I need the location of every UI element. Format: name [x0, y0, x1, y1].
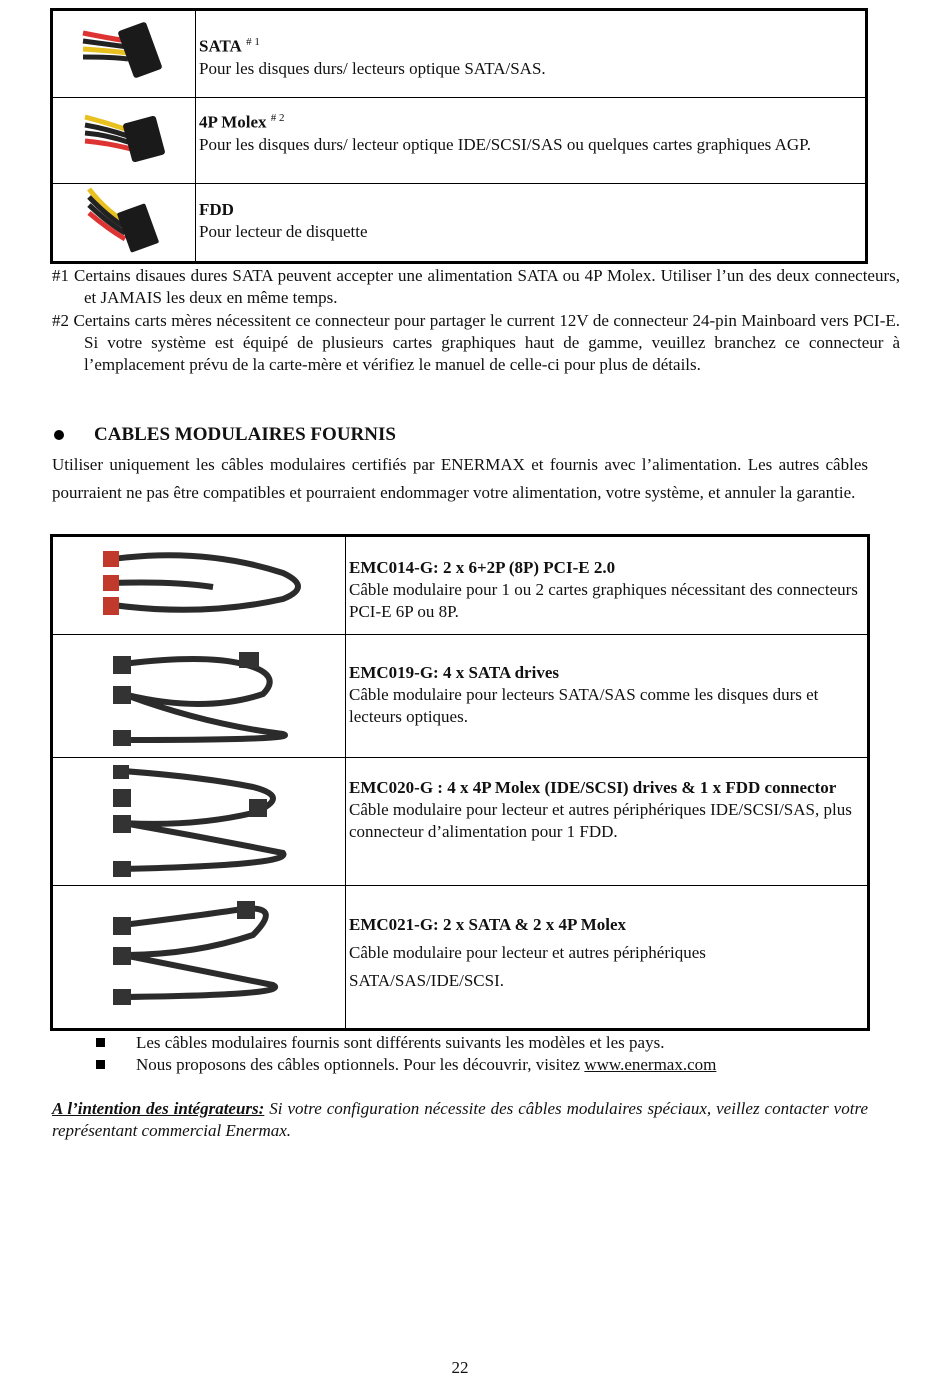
integrators-label: A l’intention des intégrateurs:	[52, 1099, 265, 1118]
cable-row-emc019	[53, 634, 867, 758]
integrators-text: Si votre configuration nécessite des câbles modulaires spéciaux, veillez contacter votre représentant commercial Enermax.	[52, 1099, 868, 1140]
section-intro: Utiliser uniquement les câbles modulaires certifiés par ENERMAX et fournis avec l’alimentation. Les autres câbles pourraient ne pas être compatibles et pourraient endommager votre alimentation, votre système, et annuler la garantie.	[52, 455, 868, 502]
cable-desc: Câble modulaire pour lecteur et autres périphériques SATA/SAS/IDE/SCSI.	[349, 943, 706, 990]
page-number: 22	[451, 1358, 469, 1377]
cable-desc: Câble modulaire pour lecteurs SATA/SAS comme les disques durs et lecteurs optiques.	[349, 685, 819, 726]
molex-cable-image	[53, 757, 346, 885]
square-bullet-icon	[96, 1060, 105, 1069]
connector-title: 4P Molex	[199, 112, 267, 132]
sata-cable-image	[53, 634, 346, 757]
fdd-connector-image	[53, 183, 196, 261]
bullet-icon	[54, 430, 64, 440]
cable-desc: Câble modulaire pour 1 ou 2 cartes graphiques nécessitant des connecteurs PCI-E 6P ou 8P.	[349, 580, 858, 621]
section-title: CABLES MODULAIRES FOURNIS	[94, 424, 396, 445]
cable-title: EMC019-G: 4 x SATA drives	[349, 663, 559, 682]
sata-connector-image	[53, 11, 196, 97]
enermax-link[interactable]: www.enermax.com	[584, 1055, 717, 1074]
connector-title: SATA	[199, 36, 242, 56]
cables-table	[50, 534, 870, 1031]
section-heading	[52, 424, 868, 448]
connector-desc: Pour les disques durs/ lecteurs optique SATA/SAS.	[199, 58, 546, 78]
connector-row-fdd	[53, 183, 865, 261]
combo-cable-image	[53, 885, 346, 1028]
cable-title: EMC014-G: 2 x 6+2P (8P) PCI-E 2.0	[349, 558, 616, 577]
footnote-ref: # 2	[270, 112, 285, 124]
note-2-text: Nous proposons des câbles optionnels. Pour les découvrir, visitez	[136, 1055, 585, 1074]
cable-desc: Câble modulaire pour lecteur et autres périphériques IDE/SCSI/SAS, plus connecteur d’alimentation pour 1 FDD.	[349, 800, 852, 841]
cable-row-emc020	[53, 757, 867, 886]
connector-desc: Pour les disques durs/ lecteur optique IDE/SCSI/SAS ou quelques cartes graphiques AGP.	[199, 134, 811, 154]
square-bullet-icon	[96, 1038, 105, 1047]
connector-title: FDD	[199, 200, 234, 219]
note-1-text: Les câbles modulaires fournis sont différents suivants les modèles et les pays.	[136, 1033, 665, 1052]
pcie-cable-image	[53, 537, 346, 634]
connector-row-sata	[53, 11, 865, 98]
connector-table	[50, 8, 868, 264]
molex-connector-image	[53, 97, 196, 183]
connector-desc: Pour lecteur de disquette	[199, 222, 368, 241]
integrators-note	[52, 1098, 868, 1142]
cable-title: EMC021-G: 2 x SATA & 2 x 4P Molex	[349, 915, 627, 934]
footnote-ref: # 1	[246, 36, 260, 48]
cable-title: EMC020-G : 4 x 4P Molex (IDE/SCSI) drives & 1 x FDD connector	[349, 778, 837, 797]
connector-row-molex	[53, 97, 865, 184]
footnote-2: #2 Certains carts mères nécessitent ce connecteur pour partager le current 12V de connecteur 24-pin Mainboard vers PCI-E. Si votre système est équipé de plusieurs cartes graphiques haut de gamme, veuillez branchez ce connecteur à l’emplacement prévu de la carte-mère et vérifiez le manuel de celle-ci pour plus de détails.	[52, 311, 900, 374]
cable-row-emc021	[53, 885, 867, 1028]
cable-row-emc014	[53, 537, 867, 635]
footnote-1: #1 Certains disaues dures SATA peuvent accepter une alimentation SATA ou 4P Molex. Utiliser l’un des deux connecteurs, et JAMAIS les deux en même temps.	[52, 266, 900, 307]
